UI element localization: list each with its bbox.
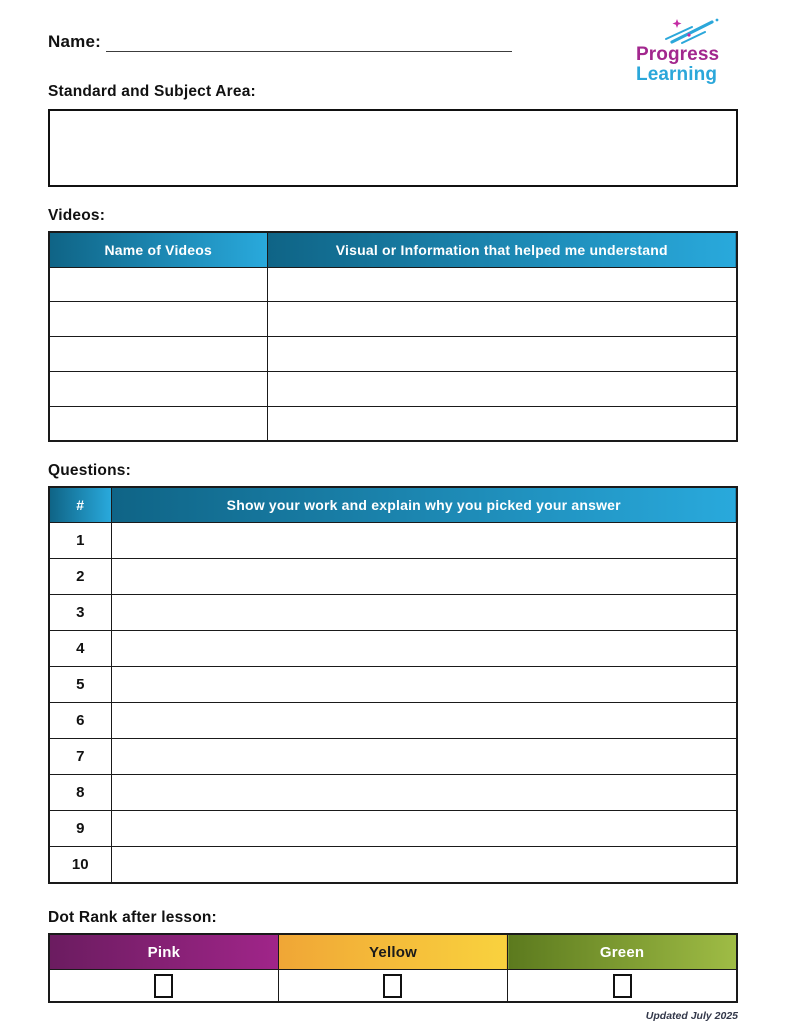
questions-header-number: # bbox=[49, 487, 111, 523]
videos-row bbox=[49, 267, 737, 302]
question-row bbox=[49, 667, 737, 703]
dot-rank-table bbox=[48, 933, 738, 1003]
videos-name-cell[interactable] bbox=[49, 267, 267, 302]
question-work-cell[interactable] bbox=[111, 595, 737, 631]
videos-row bbox=[49, 337, 737, 372]
question-work-cell[interactable] bbox=[111, 631, 737, 667]
videos-row bbox=[49, 302, 737, 337]
questions-header-work: Show your work and explain why you picked your answer bbox=[111, 487, 737, 523]
question-number: 9 bbox=[49, 811, 111, 847]
question-number: 8 bbox=[49, 775, 111, 811]
question-number: 4 bbox=[49, 631, 111, 667]
question-work-cell[interactable] bbox=[111, 739, 737, 775]
yellow-checkbox[interactable] bbox=[383, 974, 402, 998]
questions-table bbox=[48, 486, 738, 884]
question-work-cell[interactable] bbox=[111, 811, 737, 847]
question-number: 5 bbox=[49, 667, 111, 703]
dot-rank-cell-green bbox=[508, 970, 737, 1002]
videos-info-cell[interactable] bbox=[267, 406, 737, 441]
question-row bbox=[49, 523, 737, 559]
videos-name-cell[interactable] bbox=[49, 406, 267, 441]
videos-header-info: Visual or Information that helped me understand bbox=[267, 232, 737, 267]
question-row bbox=[49, 811, 737, 847]
videos-info-cell[interactable] bbox=[267, 371, 737, 406]
dot-rank-cell-pink bbox=[49, 970, 278, 1002]
question-work-cell[interactable] bbox=[111, 847, 737, 883]
name-label: Name: bbox=[48, 32, 101, 51]
videos-header-name: Name of Videos bbox=[49, 232, 267, 267]
logo-word-progress: Progress bbox=[636, 44, 720, 65]
dot-rank-header-green: Green bbox=[508, 934, 737, 970]
question-row bbox=[49, 559, 737, 595]
dot-rank-cell-yellow bbox=[278, 970, 507, 1002]
question-number: 10 bbox=[49, 847, 111, 883]
videos-table bbox=[48, 231, 738, 442]
question-work-cell[interactable] bbox=[111, 703, 737, 739]
videos-info-cell[interactable] bbox=[267, 302, 737, 337]
dot-rank-section-label: Dot Rank after lesson: bbox=[48, 908, 217, 926]
dot-rank-header-yellow: Yellow bbox=[278, 934, 507, 970]
question-row bbox=[49, 847, 737, 883]
question-work-cell[interactable] bbox=[111, 523, 737, 559]
videos-name-cell[interactable] bbox=[49, 371, 267, 406]
question-number: 2 bbox=[49, 559, 111, 595]
question-row bbox=[49, 631, 737, 667]
videos-row bbox=[49, 371, 737, 406]
dot-rank-header-pink: Pink bbox=[49, 934, 278, 970]
question-row bbox=[49, 739, 737, 775]
updated-date-note: Updated July 2025 bbox=[645, 1010, 738, 1022]
videos-info-cell[interactable] bbox=[267, 267, 737, 302]
question-number: 1 bbox=[49, 523, 111, 559]
logo-word-learning: Learning bbox=[636, 64, 718, 85]
green-checkbox[interactable] bbox=[613, 974, 632, 998]
question-work-cell[interactable] bbox=[111, 775, 737, 811]
question-row bbox=[49, 595, 737, 631]
videos-name-cell[interactable] bbox=[49, 337, 267, 372]
name-row bbox=[48, 32, 738, 52]
questions-header-row bbox=[49, 487, 737, 523]
questions-section-label: Questions: bbox=[48, 461, 131, 479]
question-work-cell[interactable] bbox=[111, 667, 737, 703]
question-number: 7 bbox=[49, 739, 111, 775]
dot-rank-header-row bbox=[49, 934, 737, 970]
pink-checkbox[interactable] bbox=[154, 974, 173, 998]
dot-rank-checkbox-row bbox=[49, 970, 737, 1002]
videos-name-cell[interactable] bbox=[49, 302, 267, 337]
question-row bbox=[49, 703, 737, 739]
videos-section-label: Videos: bbox=[48, 207, 106, 224]
videos-info-cell[interactable] bbox=[267, 337, 737, 372]
question-number: 3 bbox=[49, 595, 111, 631]
question-work-cell[interactable] bbox=[111, 559, 737, 595]
videos-header-row bbox=[49, 232, 737, 267]
standard-input-box[interactable] bbox=[48, 109, 738, 187]
name-input-line[interactable] bbox=[106, 34, 512, 52]
videos-row bbox=[49, 406, 737, 441]
question-row bbox=[49, 775, 737, 811]
standard-section-label: Standard and Subject Area: bbox=[48, 83, 256, 100]
question-number: 6 bbox=[49, 703, 111, 739]
